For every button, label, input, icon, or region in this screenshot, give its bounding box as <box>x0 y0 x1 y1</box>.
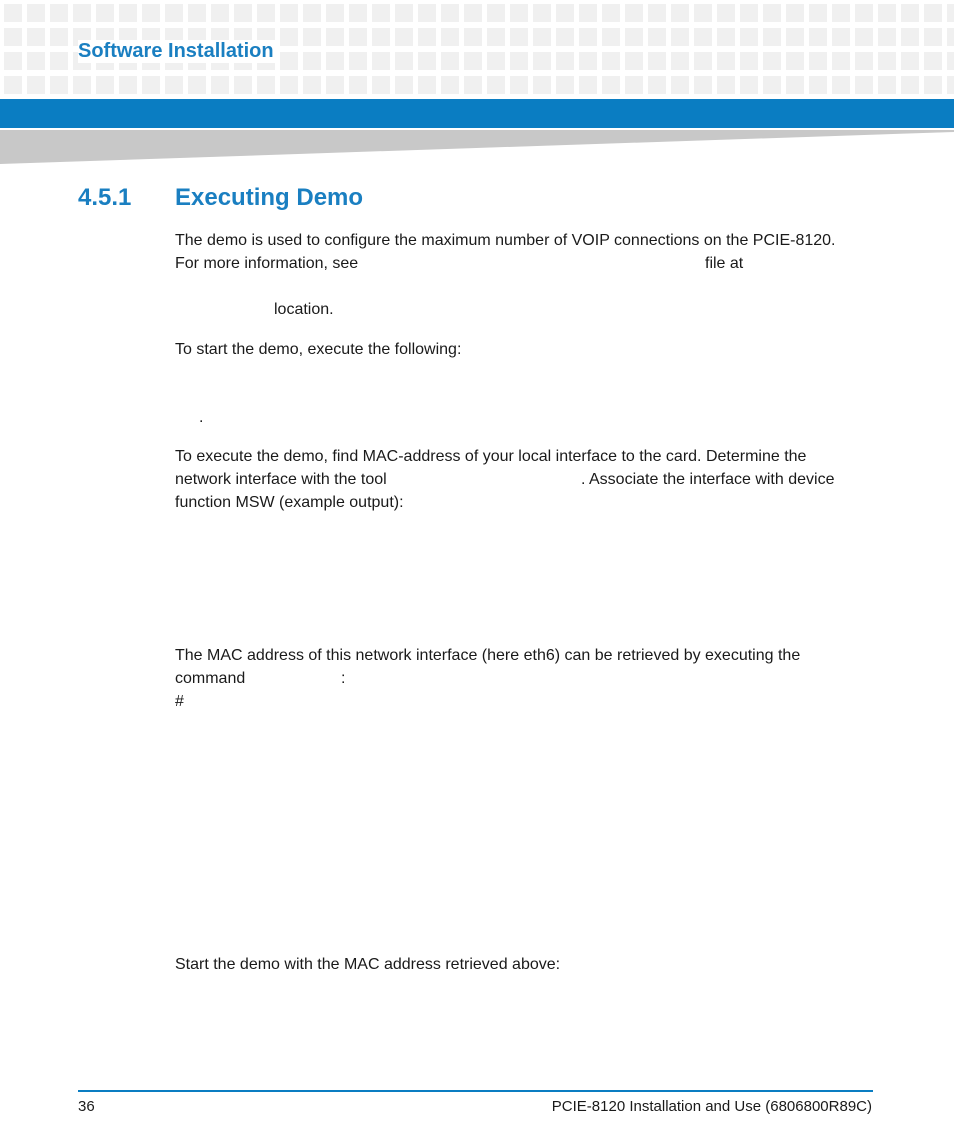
grid-square <box>901 52 919 70</box>
grid-square <box>763 4 781 22</box>
grid-square <box>96 4 114 22</box>
grid-square <box>50 76 68 94</box>
grid-square <box>27 4 45 22</box>
grid-square <box>924 4 942 22</box>
grid-square <box>947 52 954 70</box>
heading-title: Executing Demo <box>175 184 364 211</box>
grid-square <box>648 28 666 46</box>
grid-square <box>4 28 22 46</box>
document-title: PCIE-8120 Installation and Use (6806800R89C) <box>551 1098 872 1115</box>
grid-square <box>786 4 804 22</box>
grid-square <box>418 52 436 70</box>
grid-square <box>27 76 45 94</box>
grid-square <box>694 76 712 94</box>
grid-square <box>809 4 827 22</box>
grid-square <box>280 28 298 46</box>
grid-square <box>464 4 482 22</box>
grid-square <box>878 52 896 70</box>
grid-square <box>4 4 22 22</box>
grid-square <box>73 76 91 94</box>
grid-square <box>579 52 597 70</box>
grid-square <box>947 4 954 22</box>
grid-square <box>142 4 160 22</box>
grid-square <box>50 4 68 22</box>
grid-square <box>510 28 528 46</box>
grid-square <box>349 28 367 46</box>
grid-square <box>119 4 137 22</box>
grid-square <box>464 52 482 70</box>
grid-square <box>648 4 666 22</box>
heading-number: 4.5.1 <box>78 184 132 211</box>
grid-square <box>694 28 712 46</box>
paragraph-start-demo: To start the demo, execute the following: <box>175 341 462 358</box>
grid-square <box>533 52 551 70</box>
grid-square <box>303 28 321 46</box>
grid-square <box>303 52 321 70</box>
grid-square <box>533 76 551 94</box>
grid-square <box>441 52 459 70</box>
grid-square <box>579 4 597 22</box>
grid-square <box>901 28 919 46</box>
grid-square <box>188 76 206 94</box>
grid-square <box>602 52 620 70</box>
grid-square <box>671 52 689 70</box>
grid-square <box>4 52 22 70</box>
grid-square <box>694 52 712 70</box>
grid-square <box>510 76 528 94</box>
grid-square <box>211 4 229 22</box>
grid-square <box>671 76 689 94</box>
grid-square <box>740 76 758 94</box>
paragraph-mac-line2a: command <box>175 670 246 687</box>
grid-square <box>211 76 229 94</box>
grid-square <box>464 76 482 94</box>
grid-square <box>372 52 390 70</box>
grid-square <box>878 4 896 22</box>
paragraph-intro-line2a: For more information, see <box>175 255 359 272</box>
grid-square <box>372 4 390 22</box>
paragraph-intro-line1: The demo is used to configure the maximum number of VOIP connections on the PCIE-8120. <box>175 232 836 249</box>
grid-square <box>556 52 574 70</box>
grid-square <box>694 4 712 22</box>
grid-square <box>625 4 643 22</box>
grid-square <box>303 76 321 94</box>
grid-square <box>418 76 436 94</box>
grid-square <box>556 28 574 46</box>
section-heading <box>78 184 363 212</box>
paragraph-execute-line2b: . Associate the interface with device <box>581 471 835 488</box>
grid-square <box>165 76 183 94</box>
grid-square <box>717 4 735 22</box>
grid-square <box>96 76 114 94</box>
grid-square <box>947 28 954 46</box>
grid-square <box>326 28 344 46</box>
grid-square <box>326 4 344 22</box>
grid-square <box>50 52 68 70</box>
paragraph-start-with-mac: Start the demo with the MAC address retrieved above: <box>175 956 561 973</box>
grid-square <box>372 28 390 46</box>
grid-square <box>579 28 597 46</box>
header-blue-bar <box>0 99 954 128</box>
grid-square <box>395 4 413 22</box>
grid-square <box>257 76 275 94</box>
paragraph-mac-line3: # <box>175 693 184 710</box>
header-gray-wedge <box>0 130 954 164</box>
grid-square <box>832 52 850 70</box>
grid-square <box>717 28 735 46</box>
grid-square <box>73 4 91 22</box>
grid-square <box>855 28 873 46</box>
paragraph-execute-line1: To execute the demo, find MAC-address of your local interface to the card. Determine the <box>175 448 807 465</box>
grid-square <box>924 52 942 70</box>
paragraph-mac-line1: The MAC address of this network interface (here eth6) can be retrieved by executing the <box>175 647 801 664</box>
paragraph-execute-line3: function MSW (example output): <box>175 494 404 511</box>
grid-square <box>809 76 827 94</box>
grid-square <box>786 28 804 46</box>
grid-square <box>326 52 344 70</box>
grid-square <box>119 76 137 94</box>
grid-square <box>326 76 344 94</box>
command-dot: . <box>199 409 204 426</box>
paragraph-intro-line3: location. <box>274 301 334 318</box>
grid-square <box>625 52 643 70</box>
grid-square <box>740 52 758 70</box>
grid-square <box>602 4 620 22</box>
grid-square <box>832 4 850 22</box>
grid-square <box>786 52 804 70</box>
grid-square <box>441 76 459 94</box>
grid-square <box>27 28 45 46</box>
grid-square <box>763 76 781 94</box>
grid-square <box>234 76 252 94</box>
grid-square <box>487 76 505 94</box>
grid-square <box>786 76 804 94</box>
grid-square <box>947 76 954 94</box>
grid-square <box>809 52 827 70</box>
footer-rule <box>78 1090 873 1092</box>
grid-square <box>717 52 735 70</box>
grid-square <box>372 76 390 94</box>
grid-square <box>671 28 689 46</box>
grid-square <box>924 28 942 46</box>
grid-square <box>395 52 413 70</box>
grid-square <box>878 28 896 46</box>
grid-square <box>855 4 873 22</box>
paragraph-intro-line2b: file at <box>705 255 744 272</box>
grid-square <box>625 28 643 46</box>
grid-square <box>418 4 436 22</box>
grid-square <box>671 4 689 22</box>
grid-square <box>257 4 275 22</box>
grid-square <box>533 4 551 22</box>
grid-square <box>717 76 735 94</box>
grid-square <box>464 28 482 46</box>
paragraph-execute-line2a: network interface with the tool <box>175 471 387 488</box>
grid-square <box>924 76 942 94</box>
grid-square <box>441 4 459 22</box>
grid-square <box>303 4 321 22</box>
grid-square <box>395 28 413 46</box>
grid-square <box>487 28 505 46</box>
grid-square <box>533 28 551 46</box>
grid-square <box>878 76 896 94</box>
grid-square <box>579 76 597 94</box>
grid-square <box>648 52 666 70</box>
grid-square <box>556 4 574 22</box>
grid-square <box>855 76 873 94</box>
grid-square <box>763 52 781 70</box>
grid-square <box>855 52 873 70</box>
grid-square <box>625 76 643 94</box>
grid-square <box>441 28 459 46</box>
grid-square <box>487 52 505 70</box>
grid-square <box>50 28 68 46</box>
grid-square <box>556 76 574 94</box>
grid-square <box>809 28 827 46</box>
grid-square <box>648 76 666 94</box>
grid-square <box>349 52 367 70</box>
grid-square <box>740 28 758 46</box>
grid-square <box>188 4 206 22</box>
grid-square <box>832 76 850 94</box>
grid-square <box>165 4 183 22</box>
grid-square <box>763 28 781 46</box>
grid-square <box>280 4 298 22</box>
grid-square <box>602 28 620 46</box>
grid-square <box>234 4 252 22</box>
grid-square <box>740 4 758 22</box>
page-number: 36 <box>78 1098 95 1115</box>
grid-square <box>27 52 45 70</box>
grid-square <box>4 76 22 94</box>
grid-square <box>280 76 298 94</box>
grid-square <box>487 4 505 22</box>
grid-square <box>901 76 919 94</box>
grid-square <box>395 76 413 94</box>
grid-square <box>349 76 367 94</box>
paragraph-mac-line2b: : <box>341 670 346 687</box>
grid-square <box>280 52 298 70</box>
grid-square <box>901 4 919 22</box>
section-title: Software Installation <box>78 40 278 63</box>
grid-square <box>142 76 160 94</box>
grid-square <box>832 28 850 46</box>
grid-square <box>510 4 528 22</box>
grid-square <box>349 4 367 22</box>
grid-square <box>510 52 528 70</box>
grid-square <box>602 76 620 94</box>
grid-square <box>418 28 436 46</box>
